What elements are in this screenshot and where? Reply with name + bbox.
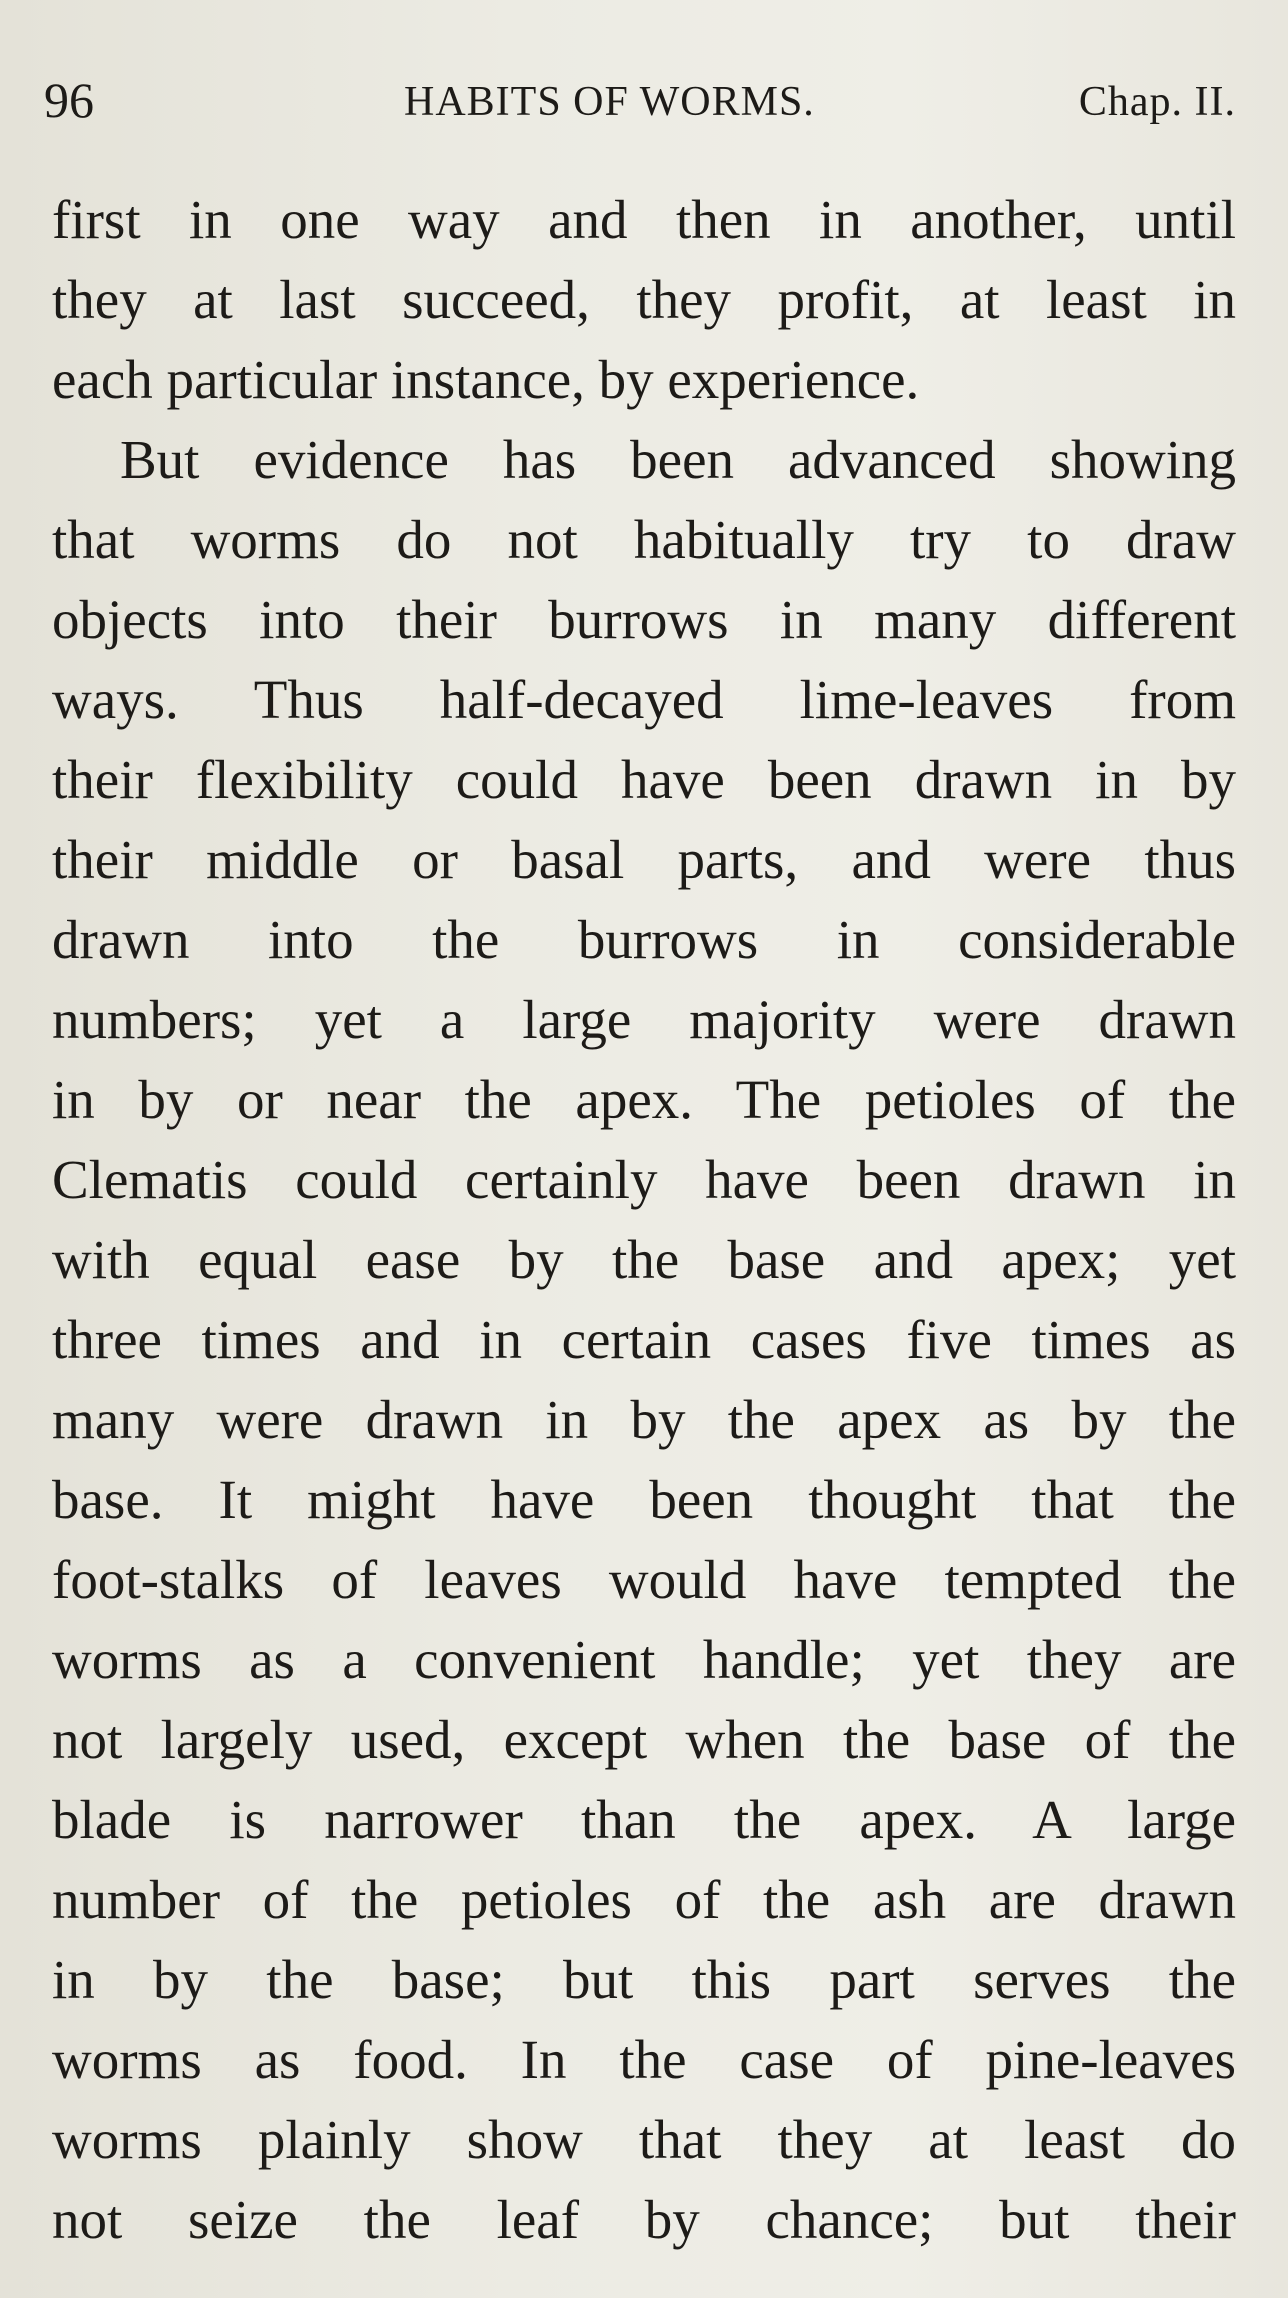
text-line: blade is narrower than the apex. A large bbox=[52, 1789, 1236, 1850]
text-line: not seize the leaf by chance; but their bbox=[52, 2189, 1236, 2250]
text-line: their flexibility could have been drawn in by bbox=[52, 749, 1236, 810]
body-text bbox=[52, 180, 1236, 2260]
text-line: objects into their burrows in many different bbox=[52, 589, 1236, 650]
text-line: worms as food. In the case of pine-leaves bbox=[52, 2029, 1236, 2090]
text-line: drawn into the burrows in considerable bbox=[52, 909, 1236, 970]
text-line: Clematis could certainly have been drawn in bbox=[52, 1149, 1236, 1210]
text-line: number of the petioles of the ash are drawn bbox=[52, 1869, 1236, 1930]
running-head bbox=[44, 70, 1236, 130]
text-line: in by or near the apex. The petioles of the bbox=[52, 1069, 1236, 1130]
text-line: But evidence has been advanced showing bbox=[120, 429, 1236, 490]
text-line: base. It might have been thought that the bbox=[52, 1469, 1236, 1530]
text-line: that worms do not habitually try to draw bbox=[52, 509, 1236, 570]
text-line: they at last succeed, they profit, at least in bbox=[52, 269, 1236, 330]
text-line: their middle or basal parts, and were thus bbox=[52, 829, 1236, 890]
text-line: worms plainly show that they at least do bbox=[52, 2109, 1236, 2170]
text-line: foot-stalks of leaves would have tempted the bbox=[52, 1549, 1236, 1610]
text-line: in by the base; but this part serves the bbox=[52, 1949, 1236, 2010]
chapter-reference: Chap. II. bbox=[1078, 79, 1236, 125]
text-line: numbers; yet a large majority were drawn bbox=[52, 989, 1236, 1050]
text-line: ways. Thus half-decayed lime-leaves from bbox=[52, 669, 1236, 730]
text-line: three times and in certain cases five times as bbox=[52, 1309, 1236, 1370]
page-number: 96 bbox=[44, 72, 94, 128]
text-line: worms as a convenient handle; yet they are bbox=[52, 1629, 1236, 1690]
text-line: first in one way and then in another, until bbox=[52, 189, 1236, 250]
text-line: not largely used, except when the base of the bbox=[52, 1709, 1236, 1770]
running-title: HABITS OF WORMS. bbox=[404, 79, 815, 125]
text-line: each particular instance, by experience. bbox=[52, 349, 920, 410]
text-line: with equal ease by the base and apex; yet bbox=[52, 1229, 1236, 1290]
text-line: many were drawn in by the apex as by the bbox=[52, 1389, 1236, 1450]
